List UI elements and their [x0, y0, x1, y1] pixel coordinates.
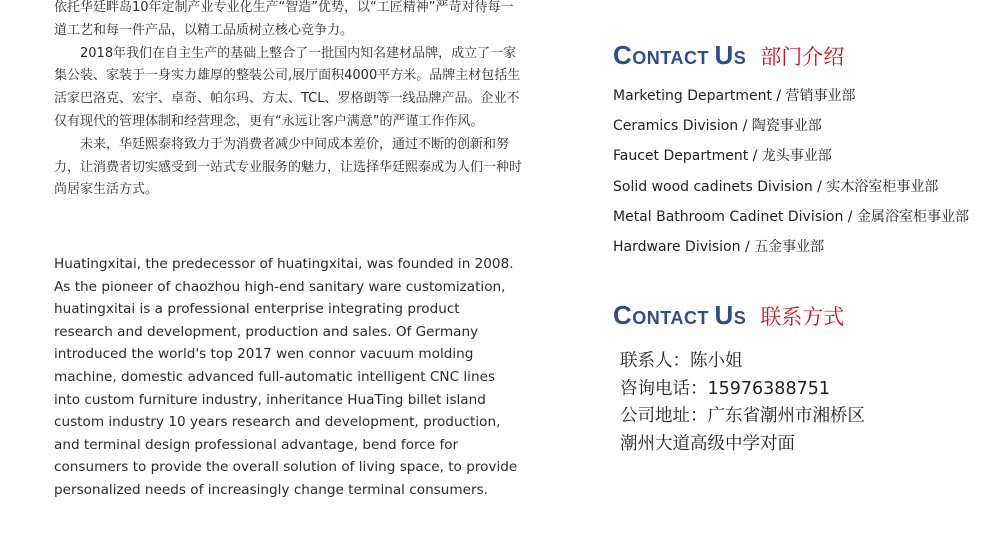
list-item: Solid wood cadinets Division / 实木浴室柜事业部 — [613, 178, 939, 195]
list-item: Hardware Division / 五金事业部 — [613, 239, 825, 256]
list-item: Faucet Department / 龙头事业部 — [613, 148, 832, 165]
departments-heading-zh: 部门介绍 — [760, 45, 845, 69]
about-zh-paragraph-2: 2018年我们在自主生产的基础上整合了一批国内知名建材品牌，成立了一家集公装、家装于一身实力雄厚的整装公司,展厅面积4000平方米。品牌主材包括生活家巴洛克、宏宇、卓奇、帕尔玛、方太、TCL、罗格朗等一线品牌产品。企业不仅有现代的管理体制和经营理念，更有“永远让客户满意”的严谨工作作风。 — [54, 45, 521, 129]
contact-info — [620, 348, 865, 459]
contact-heading-en: CONTACT US — [613, 300, 747, 330]
contact-heading-zh: 联系方式 — [760, 305, 845, 329]
contact-address-line-2: 潮州大道高级中学对面 — [620, 434, 795, 455]
departments-heading — [613, 40, 844, 71]
contact-phone: 咨询电话：15976388751 — [620, 378, 830, 399]
about-english-paragraph: Huatingxitai, the predecessor of huatingxitai, was founded in 2008. As the pioneer of chaozhou high-end sanitary ware customization, huatingxitai is a professional enterprise integrating product research and development, production and sales. Of Germany introduced the world's top 2017 wen connor vacuum molding machine, domestic advanced full-automatic intelligent CNC lines into custom furniture industry, inheritance HuaTing billet island custom industry 10 years research and development, production, and terminal design professional advantage, bend force for consumers to provide the overall solution of living space, to provide personalized needs of increasingly change terminal consumers. — [54, 256, 518, 498]
departments-heading-en: CONTACT US — [613, 40, 747, 70]
about-zh-paragraph-1: 依托华廷畔岛10年定制产业专业化生产“智造”优势，以“工匠精神”严苛对待每一道工艺和每一件产品，以精工品质树立核心竞争力。 — [54, 0, 514, 38]
list-item: Marketing Department / 营销事业部 — [613, 88, 856, 104]
contact-heading — [613, 300, 844, 331]
about-section — [54, 0, 522, 202]
list-item: Metal Bathroom Cadinet Division / 金属浴室柜事业部 — [613, 208, 969, 225]
list-item: Ceramics Division / 陶瓷事业部 — [613, 118, 822, 135]
contact-person: 联系人：陈小姐 — [620, 351, 743, 371]
about-chinese — [54, 0, 522, 202]
about-zh-paragraph-3: 未来，华廷熙泰将致力于为消费者减少中间成本差价，通过不断的创新和努力，让消费者切实感受到一站式专业服务的魅力，让选择华廷熙泰成为人们一种时尚居家生活方式。 — [54, 136, 523, 198]
department-list — [613, 81, 969, 262]
contact-address-line-1: 公司地址：广东省潮州市湘桥区 — [620, 406, 865, 427]
